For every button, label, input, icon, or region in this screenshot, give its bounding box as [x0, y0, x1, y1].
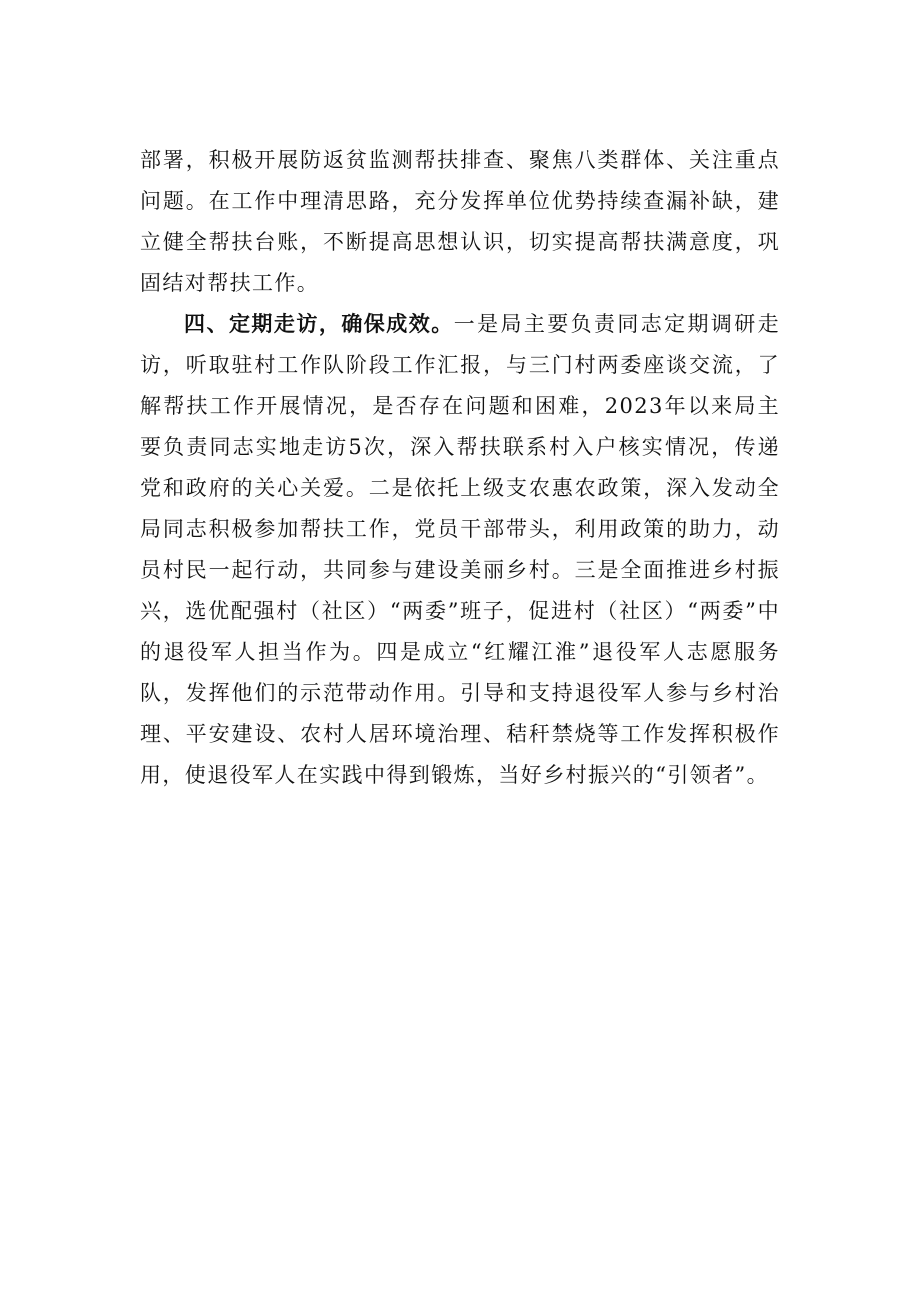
section-4-heading: 四、定期走访，确保成效。 [184, 312, 454, 336]
section-4-body: 一是局主要负责同志定期调研走访，听取驻村工作队阶段工作汇报，与三门村两委座谈交流，了解帮扶工作开展情况，是否存在问题和困难，2023年以来局主要负责同志实地走访5次，深入帮扶联系村入户核实情况，传递党和政府的关心关爱。二是依托上级支农惠农政策，深入发动全局同志积极参加帮扶工作，党员干部带头，利用政策的助力，动员村民一起行动，共同参与建设美丽乡村。三是全面推进乡村振兴，选优配强村（社区）“两委”班子，促进村（社区）“两委”中的退役军人担当作为。四是成立“红耀江淮”退役军人志愿服务队，发挥他们的示范带动作用。引导和支持退役军人参与乡村治理、平安建设、农村人居环境治理、秸秆禁烧等工作发挥积极作用，使退役军人在实践中得到锻炼，当好乡村振兴的“引领者”。 [140, 312, 781, 787]
document-body [140, 140, 780, 796]
paragraph-section-4 [140, 304, 780, 796]
paragraph-continuation: 部署，积极开展防返贫监测帮扶排查、聚焦八类群体、关注重点问题。在工作中理清思路，充分发挥单位优势持续查漏补缺，建立健全帮扶台账，不断提高思想认识，切实提高帮扶满意度，巩固结对帮扶工作。 [140, 148, 780, 295]
